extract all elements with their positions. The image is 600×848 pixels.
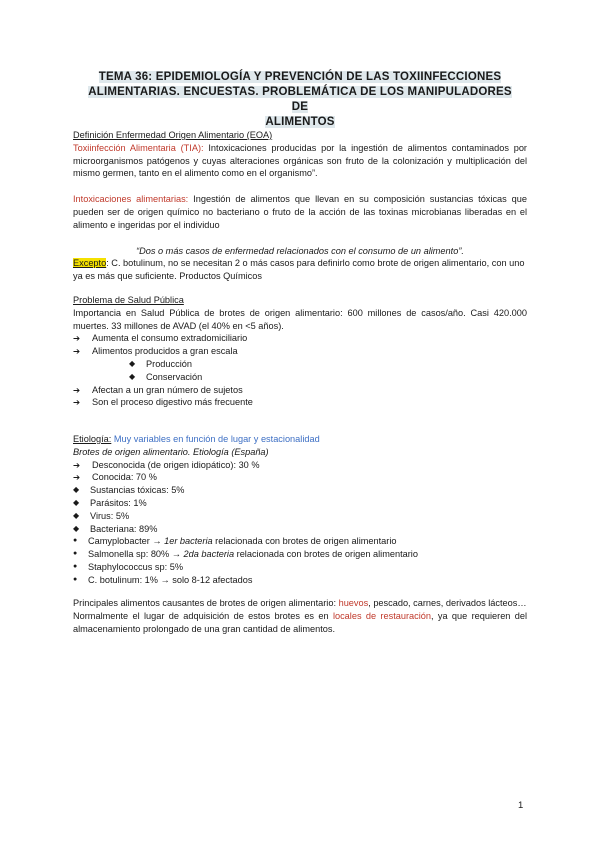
salud-intro: Importancia en Salud Pública de brotes de origen alimentario: 600 millones de casos/año. Casi 420.000 muertes. 33 millones de AVAD (el 40% en <5 años). — [73, 307, 527, 331]
list-item: ● Staphylococcus sp: 5% — [73, 561, 527, 574]
list-item: ➔ Son el proceso digestivo más frecuente — [73, 396, 527, 409]
tia-text: Intoxicaciones producidas por la ingestión de alimentos contaminados por microorganismos patógenos y cuyas alteraciones orgánicas son fruto de la colonización y multiplicación del mismo germen, tanto en el alimento como en el organismo”. — [73, 142, 527, 179]
list-item: ➔ Conocida: 70 % — [73, 471, 527, 484]
title-line-2: ALIMENTARIAS. ENCUESTAS. PROBLEMÁTICA DE LOS MANIPULADORES DE — [88, 86, 512, 113]
bacteria-list — [73, 535, 527, 586]
title-line-1: TEMA 36: EPIDEMIOLOGÍA Y PREVENCIÓN DE LAS TOXIINFECCIONES — [98, 71, 502, 83]
list-item: ➔ Alimentos producidos a gran escala ◆ Producción ◆ Conservación — [73, 345, 527, 383]
eoa-heading: Definición Enfermedad Origen Alimentario (EOA) — [73, 130, 273, 140]
section-eoa — [73, 129, 527, 283]
list-item: ◆ Producción — [129, 358, 527, 371]
tia-term: Toxiinfección Alimentaria (TIA): — [73, 142, 204, 153]
list-item: ◆ Virus: 5% — [73, 510, 527, 523]
list-item: ➔ Desconocida (de origen idiopático): 30 % — [73, 459, 527, 472]
list-item: ◆ Bacteriana: 89% — [73, 523, 527, 536]
list-item: ◆ Conservación — [129, 371, 527, 384]
intox-term: Intoxicaciones alimentarias: — [73, 194, 189, 205]
list-item: ● Camyplobacter → 1er bacteria relacionada con brotes de origen alimentario — [73, 535, 527, 548]
salud-list — [73, 332, 527, 409]
tia-definition — [73, 142, 527, 180]
section-salud-publica — [73, 294, 527, 409]
exception-paragraph — [73, 257, 527, 283]
outbreak-quote: “Dos o más casos de enfermedad relacionados con el consumo de un alimento”. — [136, 245, 464, 256]
list-item: ◆ Sustancias tóxicas: 5% — [73, 484, 527, 497]
title-line-3: ALIMENTOS — [265, 116, 335, 128]
section-alimentos — [73, 597, 527, 635]
restauracion-paragraph: Normalmente el lugar de adquisición de estos brotes es en locales de restauración, ya que requieren del almacenamiento prolongado de una gran cantidad de alimentos. — [73, 610, 528, 634]
document-title — [80, 70, 520, 130]
list-item: ● Salmonella sp: 80% → 2da bacteria relacionada con brotes de origen alimentario — [73, 548, 527, 561]
etiologia-subtitle: Brotes de origen alimentario. Etiología (España) — [73, 446, 269, 457]
etiologia-heading: Etiología: — [73, 434, 112, 444]
etiologia-level1 — [73, 459, 527, 485]
list-item: ➔ Afectan a un gran número de sujetos — [73, 384, 527, 397]
salud-sublist — [129, 358, 527, 384]
exception-text: : C. botulinum, no se necesitan 2 o más casos para definirlo como brote de origen alimentario, con uno ya es más que suficiente. Productos Químicos — [73, 258, 525, 282]
list-item: ➔ Aumenta el consumo extradomiciliario — [73, 332, 527, 345]
alimentos-paragraph: Principales alimentos causantes de brotes de origen alimentario: huevos, pescado, carnes, derivados lácteos… — [73, 598, 527, 608]
section-etiologia — [73, 433, 527, 587]
etiologia-level2 — [73, 484, 527, 535]
etiologia-note: Muy variables en función de lugar y estacionalidad — [111, 434, 320, 444]
exception-label: Excepto — [73, 258, 107, 269]
page-number: 1 — [518, 800, 524, 811]
list-item: ◆ Parásitos: 1% — [73, 497, 527, 510]
etiologia-heading-line — [73, 433, 527, 446]
intox-definition — [73, 193, 527, 231]
highlight-restauracion: locales de restauración — [332, 610, 431, 621]
list-item: ● C. botulinum: 1% → solo 8-12 afectados — [73, 574, 527, 587]
highlight-huevos: huevos — [338, 598, 369, 608]
intox-text: Ingestión de alimentos que llevan en su composición sustancias tóxicas que pueden ser de origen químico no bacteriano o fruto de la acción de las toxinas microbianas liberadas en el alimento e ingeridas por el individuo — [73, 194, 528, 230]
salud-heading: Problema de Salud Pública — [73, 295, 184, 305]
